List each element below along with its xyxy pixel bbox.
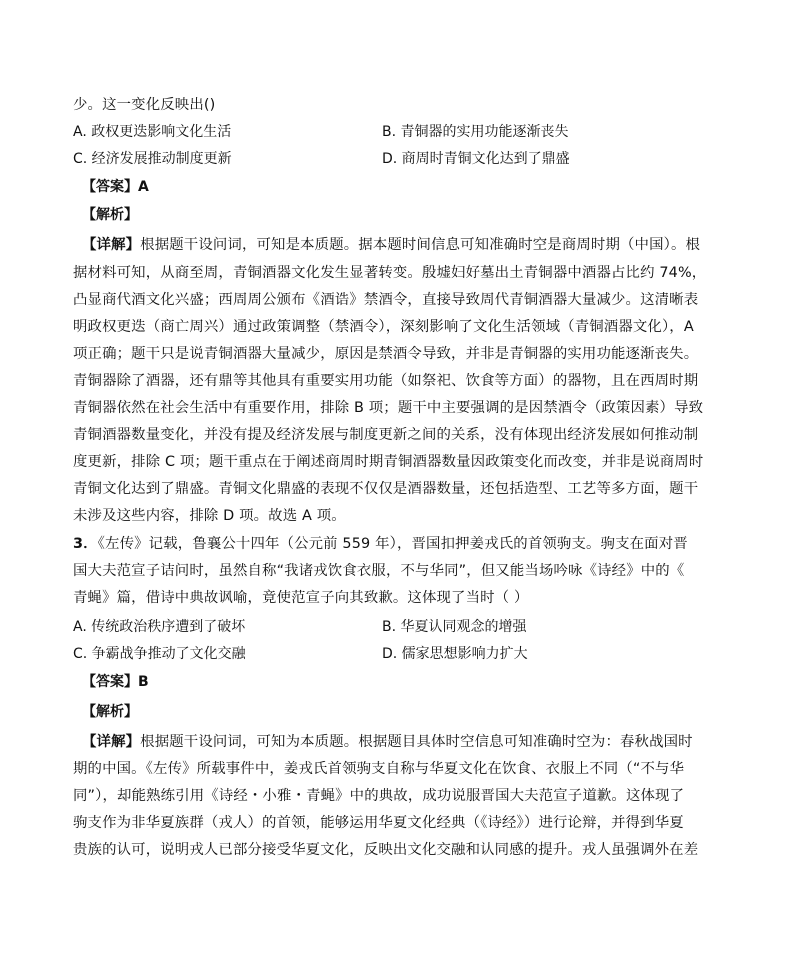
q3-stem-text: 《左传》记载，鲁襄公十四年（公元前 559 年），晋国扣押姜戎氏的首领驹支。驹支在面对晋 [97,536,688,552]
q3-option-c: C. 争霸战争推动了文化交融 [73,646,246,662]
q2-option-d: D. 商周时青铜文化达到了鼎盛 [382,151,570,167]
q3-detail-line: 驹支作为非华夏族群（戎人）的首领，能够运用华夏文化经典（《诗经》）进行论辩，并得到华夏 [73,815,684,831]
q3-detail-line: 同”），却能熟练引用《诗经・小雅・青蝇》中的典故，成功说服晋国大夫范宣子道歉。这体现了 [73,788,685,804]
q3-detail-label: 【详解】 [82,734,141,750]
q3-stem-line: 国大夫范宣子诘问时，虽然自称“我诸戎饮食衣服，不与华同”，但又能当场吟咏《诗经》中的《 [73,563,685,579]
q3-detail-line: 贵族的认可，说明戎人已部分接受华夏文化，反映出文化交融和认同感的提升。戎人虽强调外在差 [73,842,699,858]
q2-detail-line: 据材料可知，从商至周，青铜酒器文化发生显著转变。殷墟妇好墓出土青铜器中酒器占比约 74%， [73,265,707,281]
q2-option-b: B. 青铜器的实用功能逐渐丧失 [382,124,569,140]
q3-detail-line: 期的中国。《左传》所载事件中，姜戎氏首领驹支自称与华夏文化在饮食、衣服上不同（“不与华 [73,761,685,777]
q3-option-b: B. 华夏认同观念的增强 [382,619,527,635]
q2-option-c: C. 经济发展推动制度更新 [73,151,232,167]
q3-stem-line: 青蝇》篇，借诗中典故讽喻，竟使范宣子向其致歉。这体现了当时（ ） [73,590,529,606]
q3-option-a: A. 传统政治秩序遭到了破坏 [73,619,246,635]
q2-detail-line: 凸显商代酒文化兴盛；西周周公颁布《酒诰》禁酒令，直接导致周代青铜酒器大量减少。这清晰表 [73,292,699,308]
q2-detail-line: 青铜酒器数量变化，并没有提及经济发展与制度更新之间的关系，没有体现出经济发展如何推动制 [73,427,699,443]
q2-detail-text: 根据题干设问词，可知是本质题。据本题时间信息可知准确时空是商周时期（中国）。根 [140,237,701,253]
q3-stem-line [73,535,723,553]
q2-detail-line: 未涉及这些内容，排除 D 项。故选 A 项。 [73,508,346,524]
q2-detail-label: 【详解】 [82,237,141,253]
q3-option-d: D. 儒家思想影响力扩大 [382,646,528,662]
q3-analysis-label: 【解析】 [82,704,138,720]
q2-detail-line: 青铜器依然在社会生活中有重要作用，排除 B 项；题干中主要强调的是因禁酒令（政策因素）导致 [73,400,704,416]
q2-analysis-label: 【解析】 [82,207,138,223]
q2-detail-line [82,236,723,254]
q3-answer: 【答案】B [82,674,149,690]
q2-detail-line: 青铜器除了酒器，还有鼎等其他具有重要实用功能（如祭祀、饮食等方面）的器物，且在西周时期 [73,373,699,389]
q2-detail-line: 项正确；题干只是说青铜酒器大量减少，原因是禁酒令导致，并非是青铜器的实用功能逐渐丧失。 [73,346,699,362]
q2-answer: 【答案】A [82,179,149,195]
q2-option-a: A. 政权更迭影响文化生活 [73,124,232,140]
q2-detail-line: 明政权更迭（商亡周兴）通过政策调整（禁酒令），深刻影响了文化生活领域（青铜酒器文化），A [73,319,694,335]
q2-detail-line: 青铜文化达到了鼎盛。青铜文化鼎盛的表现不仅仅是酒器数量，还包括造型、工艺等多方面，题干 [73,481,699,497]
q3-detail-text: 根据题干设问词，可知为本质题。根据题目具体时空信息可知准确时空为：春秋战国时 [140,734,693,750]
q2-detail-line: 度更新，排除 C 项；题干重点在于阐述商周时期青铜酒器数量因政策变化而改变，并非是说商周时 [73,454,704,470]
q3-number: 3． [73,536,98,552]
q3-detail-line [82,733,723,751]
q2-stem-tail: 少。这一变化反映出() [73,97,216,113]
